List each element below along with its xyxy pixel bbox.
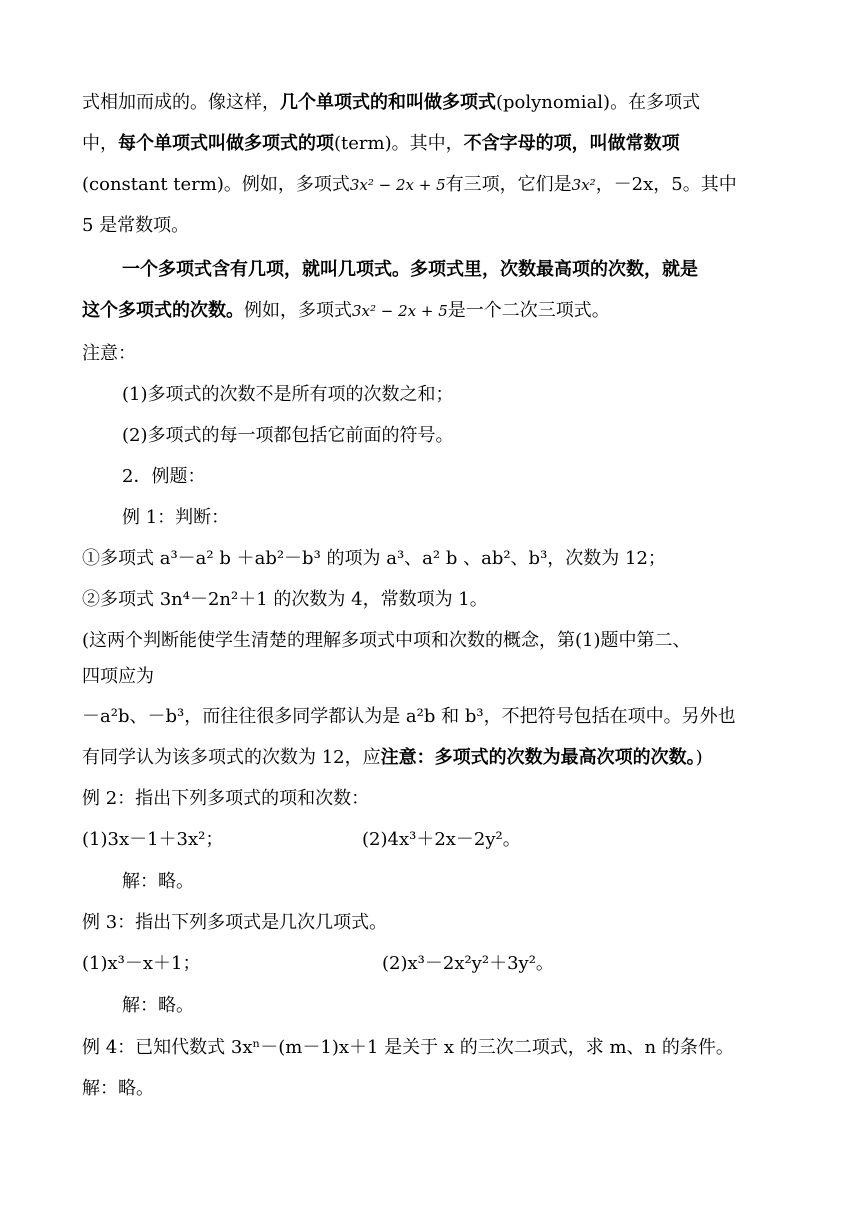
para1-line3 — [82, 176, 737, 194]
example2-title: 例 2：指出下列多项式的项和次数： — [82, 788, 370, 809]
bold-definition-degree: 一个多项式含有几项，就叫几项式。多项式里，次数最高项的次数，就是 — [122, 259, 698, 280]
example1-title: 例 1：判断： — [122, 507, 230, 528]
example1-comment-line4 — [82, 749, 703, 767]
text-run: ，－2x，5。其中 — [595, 174, 737, 195]
para1-line2 — [82, 135, 680, 153]
examples-heading: 2．例题： — [122, 466, 206, 487]
text-run: (constant term)。例如，多项式 — [82, 174, 350, 195]
text-run: 5 是常数项。 — [82, 215, 190, 236]
text-run: ) — [695, 747, 703, 768]
para2-line1 — [122, 261, 698, 279]
text-run: 有三项，它们是 — [445, 174, 572, 195]
bold-definition-term: 每个单项式叫做多项式的项 — [118, 133, 334, 154]
example1-judgement-2: ②多项式 3n⁴－2n²＋1 的次数为 4，常数项为 1。 — [82, 589, 488, 610]
example4-answer: 解：略。 — [82, 1078, 154, 1099]
example3-title: 例 3：指出下列多项式是几次几项式。 — [82, 912, 388, 933]
example2-question-2: (2)4x³＋2x－2y²。 — [362, 829, 521, 850]
math-expression: 3x² − 2x + 5 — [352, 302, 448, 320]
para1-line1 — [82, 94, 700, 112]
bold-attention-note: 注意：多项式的次数为最高次项的次数。 — [380, 747, 696, 768]
example1-judgement-1: ①多项式 a³－a² b ＋ab²－b³ 的项为 a³、a² b 、ab²、b³，次数为 12； — [82, 548, 666, 569]
example2-question-1: (1)3x－1＋3x²； — [82, 829, 224, 850]
note-2: (2)多项式的每一项都包括它前面的符号。 — [122, 425, 454, 446]
example2-answer: 解：略。 — [122, 871, 194, 892]
text-run: 是一个二次三项式。 — [447, 300, 610, 321]
bold-definition-constant: 不含字母的项，叫做常数项 — [463, 133, 680, 154]
example3-question-1: (1)x³－x＋1； — [82, 953, 201, 974]
para2-line2 — [82, 302, 610, 320]
math-term: 3x² — [571, 176, 596, 194]
example1-comment-line2: 四项应为 — [82, 666, 154, 687]
bold-definition-polynomial: 几个单项式的和叫做多项式 — [280, 92, 496, 113]
example1-comment-line1: (这两个判断能使学生清楚的理解多项式中项和次数的概念，第(1)题中第二、 — [82, 630, 691, 651]
text-run: 例如，多项式 — [244, 300, 352, 321]
bold-text: 这个多项式的次数。 — [82, 300, 244, 321]
text-run: 中， — [82, 133, 118, 154]
example3-question-2: (2)x³－2x²y²＋3y²。 — [382, 953, 554, 974]
example1-comment-line3: －a²b、－b³，而往往很多同学都认为是 a²b 和 b³，不把符号包括在项中。另外也 — [82, 706, 736, 727]
para1-line4 — [82, 217, 189, 235]
math-expression: 3x² − 2x + 5 — [349, 176, 446, 194]
text-run: (polynomial)。在多项式 — [496, 92, 701, 113]
note-1: (1)多项式的次数不是所有项的次数之和； — [122, 384, 454, 405]
text-run: 式相加而成的。像这样， — [82, 92, 280, 113]
text-run: 有同学认为该多项式的次数为 12，应 — [82, 747, 381, 768]
example3-answer: 解：略。 — [122, 995, 194, 1016]
text-run: (term)。其中， — [334, 133, 464, 154]
example4-title: 例 4：已知代数式 3xⁿ－(m－1)x＋1 是关于 x 的三次二项式，求 m、n 的条件。 — [82, 1037, 734, 1058]
notes-title: 注意： — [82, 343, 136, 364]
